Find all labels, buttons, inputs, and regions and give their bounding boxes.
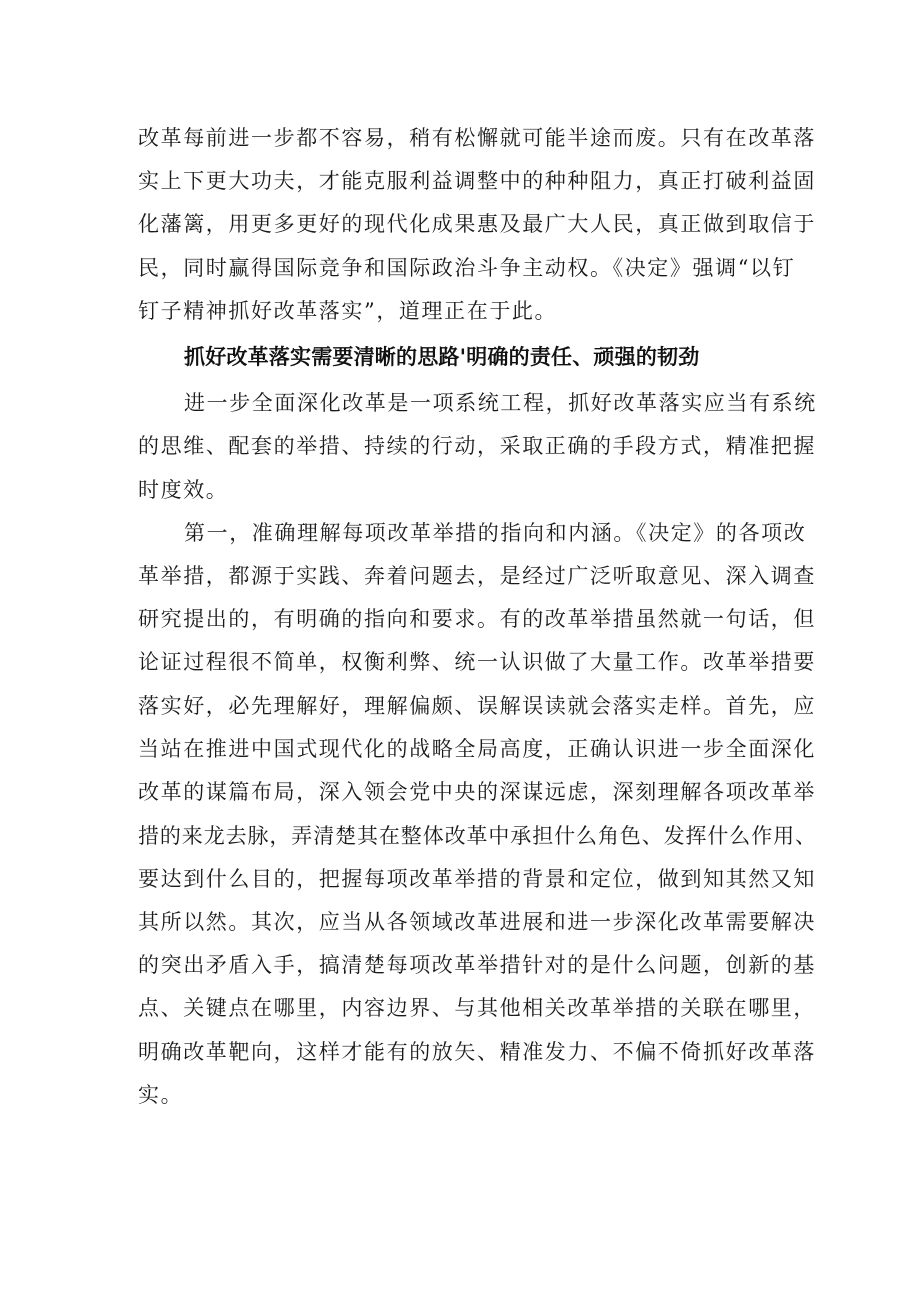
intro-line: 改革每前进一步都不容易，稍有松懈就可能半途而废。只有在改革落 xyxy=(138,126,816,150)
paragraph-line: 要达到什么目的，把握每项改革举措的背景和定位，做到知其然又知 xyxy=(138,867,816,891)
paragraph-line: 改革的谋篇布局，深入领会党中央的深谋远虑，深刻理解各项改革举 xyxy=(138,780,816,804)
intro-line: 化藩篱，用更多更好的现代化成果惠及最广大人民，真正做到取信于 xyxy=(138,212,816,236)
paragraph-line: 第一，准确理解每项改革举措的指向和内涵。《决定》的各项改 xyxy=(184,521,807,545)
paragraph-line: 的突出矛盾入手，搞清楚每项改革举措针对的是什么问题，创新的基 xyxy=(138,953,816,977)
paragraph-line: 革举措，都源于实践、奔着问题去，是经过广泛听取意见、深入调查 xyxy=(138,564,816,588)
intro-line: 实上下更大功夫，才能克服利益调整中的种种阻力，真正打破利益固 xyxy=(138,169,816,193)
paragraph-line: 当站在推进中国式现代化的战略全局高度，正确认识进一步全面深化 xyxy=(138,737,816,761)
paragraph-line: 明确改革靶向，这样才能有的放矢、精准发力、不偏不倚抓好改革落 xyxy=(138,1040,816,1064)
paragraph-line: 实。 xyxy=(138,1083,184,1107)
paragraph-line: 时度效。 xyxy=(138,478,229,502)
paragraph-line: 措的来龙去脉，弄清楚其在整体改革中承担什么角色、发挥什么作用、 xyxy=(138,824,817,848)
paragraph-line: 研究提出的，有明确的指向和要求。有的改革举措虽然就一句话，但 xyxy=(138,607,816,631)
intro-line: 民，同时赢得国际竞争和国际政治斗争主动权。《决定》强调“以钉 xyxy=(138,256,796,280)
paragraph-line: 点、关键点在哪里，内容边界、与其他相关改革举措的关联在哪里， xyxy=(138,996,816,1020)
paragraph-line: 的思维、配套的举措、持续的行动，采取正确的手段方式，精准把握 xyxy=(138,434,816,458)
paragraph-line: 其所以然。其次，应当从各领域改革进展和进一步深化改革需要解决 xyxy=(138,910,816,934)
section-heading: 抓好改革落实需要清晰的思路'明确的责任、顽强的韧劲 xyxy=(184,345,700,369)
paragraph-line: 论证过程很不简单，权衡利弊、统一认识做了大量工作。改革举措要 xyxy=(138,650,816,674)
paragraph-line: 进一步全面深化改革是一项系统工程，抓好改革落实应当有系统 xyxy=(184,391,817,415)
intro-line: 钉子精神抓好改革落实”，道理正在于此。 xyxy=(138,299,558,323)
paragraph-line: 落实好，必先理解好，理解偏颇、误解误读就会落实走样。首先，应 xyxy=(138,694,816,718)
